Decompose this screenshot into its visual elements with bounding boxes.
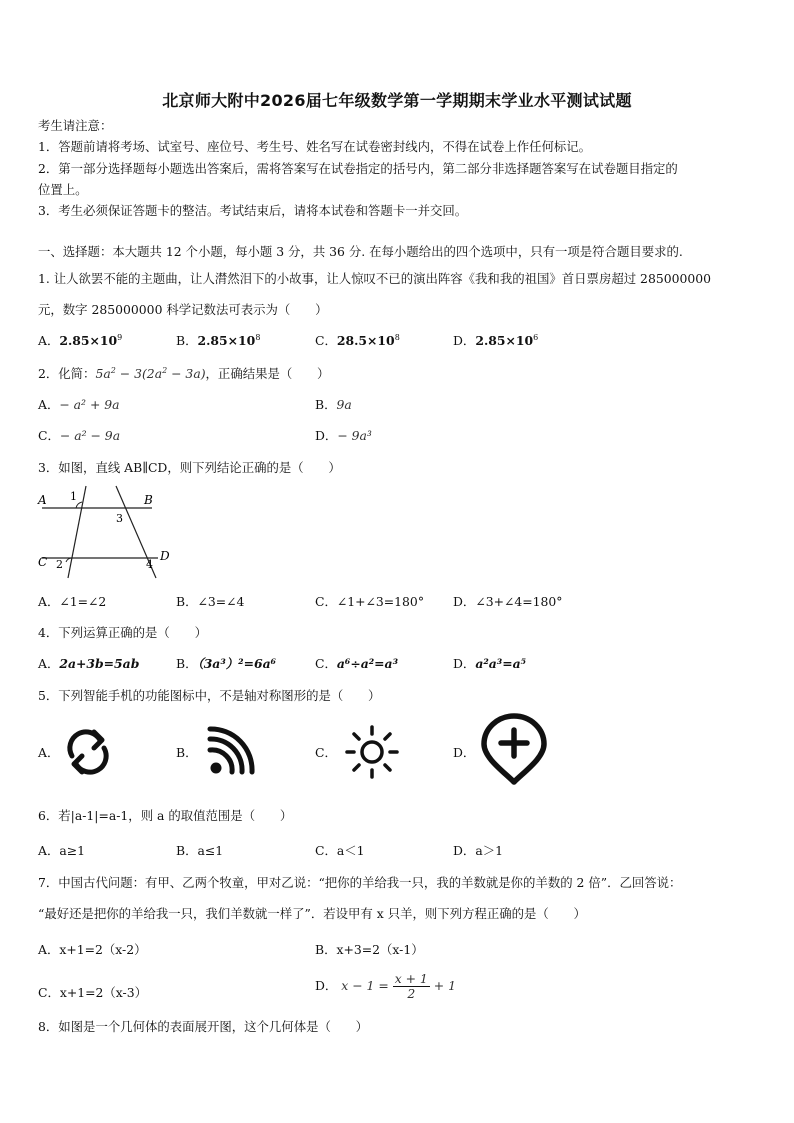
angle-4-label: 4 xyxy=(146,558,153,571)
page-title: 北京师大附中2026届七年级数学第一学期期末学业水平测试试题 xyxy=(162,91,632,110)
q6-option-c: C．a＜1 xyxy=(315,843,365,858)
notice-item: 位置上。 xyxy=(38,182,88,197)
q1-option-a: A．$2.85\times 10^9$ xyxy=(38,333,123,348)
notice-header: 考生请注意： xyxy=(38,118,113,133)
label-D: D xyxy=(160,549,170,563)
q6-option-a: A．a≥1 xyxy=(38,843,85,858)
angle-2-label: 2 xyxy=(56,558,63,571)
q7-option-c: C．x+1=2（x-3） xyxy=(38,985,148,1000)
q5-option-c-label: C． xyxy=(315,745,337,760)
location-plus-icon xyxy=(478,712,550,786)
question-7-stem-cont: “最好还是把你的羊给我一只，我们羊数就一样了”．若设甲有 x 只羊，则下列方程正确的是（ ） xyxy=(38,906,586,921)
notice-item: 3．考生必须保证答题卡的整洁。考试结束后，请将本试卷和答题卡一并交回。 xyxy=(38,203,468,218)
q2-option-c: C．− a² − 9a xyxy=(38,428,121,443)
fraction: $\frac{x + 1}{2}$ xyxy=(394,971,428,1001)
question-7-stem: 7．中国古代问题：有甲、乙两个牧童，甲对乙说：“把你的羊给我一只，我的羊数就是你的羊数的 2 倍”．乙回答说： xyxy=(38,875,682,890)
q5-option-a-label: A． xyxy=(38,745,60,760)
notice-item: 1．答题前请将考场、试室号、座位号、考生号、姓名写在试卷密封线内，不得在试卷上作任何标记。 xyxy=(38,139,592,154)
q1-option-b: B．$2.85\times 10^8$ xyxy=(176,333,261,348)
question-6-stem: 6．若|a-1|=a-1，则 a 的取值范围是（ ） xyxy=(38,808,293,823)
question-8-stem: 8．如图是一个几何体的表面展开图，这个几何体是（ ） xyxy=(38,1019,369,1034)
question-3-stem: 3．如图，直线 AB∥CD，则下列结论正确的是（ ） xyxy=(38,460,341,475)
q3-option-c: C．∠1+∠3=180° xyxy=(315,594,425,609)
label-B: B xyxy=(144,493,153,507)
question-4-stem: 4．下列运算正确的是（ ） xyxy=(38,625,207,640)
question-2-stem: 2．化简：$5a^2 - 3(2a^2 - 3a)$，正确结果是（ ） xyxy=(38,366,330,381)
angle-3-label: 3 xyxy=(116,512,123,525)
q4-option-b: B．（3a³）²=6a⁶ xyxy=(176,656,277,671)
q4-option-d: D．a²a³=a⁵ xyxy=(453,656,527,671)
q7-option-d: D． x − 1 = $\frac{x + 1}{2}$ + 1 xyxy=(315,971,456,1001)
q5-option-b-label: B． xyxy=(176,745,198,760)
q3-option-a: A．∠1=∠2 xyxy=(38,594,107,609)
question-5-stem: 5．下列智能手机的功能图标中，不是轴对称图形的是（ ） xyxy=(38,688,381,703)
q3-option-b: B．∠3=∠4 xyxy=(176,594,245,609)
q2-option-a: A．− a² + 9a xyxy=(38,397,120,412)
q2-option-b: B．9a xyxy=(315,397,352,412)
q2-option-d: D．− 9a³ xyxy=(315,428,372,443)
q6-option-d: D．a＞1 xyxy=(453,843,503,858)
section-heading: 一、选择题：本大题共 12 个小题，每小题 3 分，共 36 分. 在每小题给出的四个选项中，只有一项是符合题目要求的. xyxy=(38,244,683,259)
wifi-signal-icon xyxy=(204,726,256,778)
q4-option-a: A．2a+3b=5ab xyxy=(38,656,140,671)
q7-option-b: B．x+3=2（x-1） xyxy=(315,942,424,957)
q3-option-d: D．∠3+∠4=180° xyxy=(453,594,563,609)
question-1-stem-cont: 元，数字 285000000 科学记数法可表示为（ ） xyxy=(38,302,328,317)
q5-option-d-label: D． xyxy=(453,745,476,760)
sun-brightness-icon xyxy=(344,724,400,780)
q1-option-d: D．$2.85\times 10^6$ xyxy=(453,333,539,348)
label-A: A xyxy=(38,493,47,507)
question-1-stem: 1. 让人欲罢不能的主题曲，让人潸然泪下的小故事，让人惊叹不已的演出阵容《我和我的祖国》首日票房超过 285000000 xyxy=(38,271,712,286)
label-C: C xyxy=(38,555,48,569)
q6-option-b: B．a≤1 xyxy=(176,843,224,858)
q7-option-a: A．x+1=2（x-2） xyxy=(38,942,147,957)
q4-option-c: C．a⁶÷a²=a³ xyxy=(315,656,399,671)
q1-option-c: C．$28.5\times 10^8$ xyxy=(315,333,400,348)
notice-item: 2．第一部分选择题每小题选出答案后，需将答案写在试卷指定的括号内，第二部分非选择题答案写在试卷题目指定的 xyxy=(38,161,678,176)
sync-icon xyxy=(60,726,116,778)
angle-1-label: 1 xyxy=(70,490,77,503)
parallel-lines-figure xyxy=(36,484,176,582)
